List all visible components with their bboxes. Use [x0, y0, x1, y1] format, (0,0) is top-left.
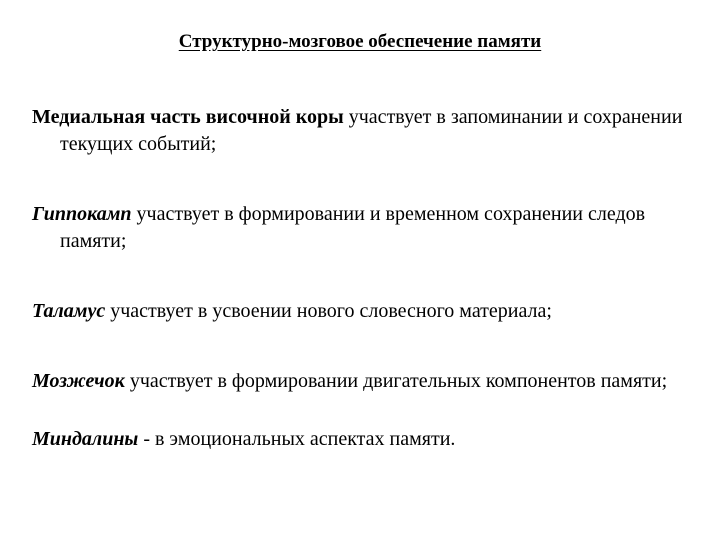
term-medial-temporal-cortex: Медиальная часть височной коры — [32, 106, 344, 128]
paragraph-thalamus — [32, 298, 700, 325]
description-cerebellum: участвует в формировании двигательных компонентов памяти; — [124, 370, 668, 392]
term-thalamus: Таламус — [32, 300, 106, 322]
description-hippocampus: участвует в формировании и временном сохранении следов памяти; — [60, 203, 646, 252]
paragraph-cerebellum — [32, 368, 700, 395]
paragraph-amygdala — [32, 426, 700, 453]
paragraph-medial-temporal-cortex — [32, 104, 700, 158]
description-medial-temporal-cortex: участвует в запоминании и сохранении текущих событий; — [60, 106, 683, 155]
term-cerebellum: Мозжечок — [32, 370, 125, 392]
paragraph-hippocampus — [32, 201, 700, 255]
description-thalamus: участвует в усвоении нового словесного материала; — [105, 300, 552, 322]
term-hippocampus: Гиппокамп — [32, 203, 132, 225]
term-amygdala: Миндалины — [32, 428, 139, 450]
slide-title: Структурно-мозговое обеспечение памяти — [178, 31, 542, 52]
description-amygdala: - в эмоциональных аспектах памяти. — [138, 428, 456, 450]
